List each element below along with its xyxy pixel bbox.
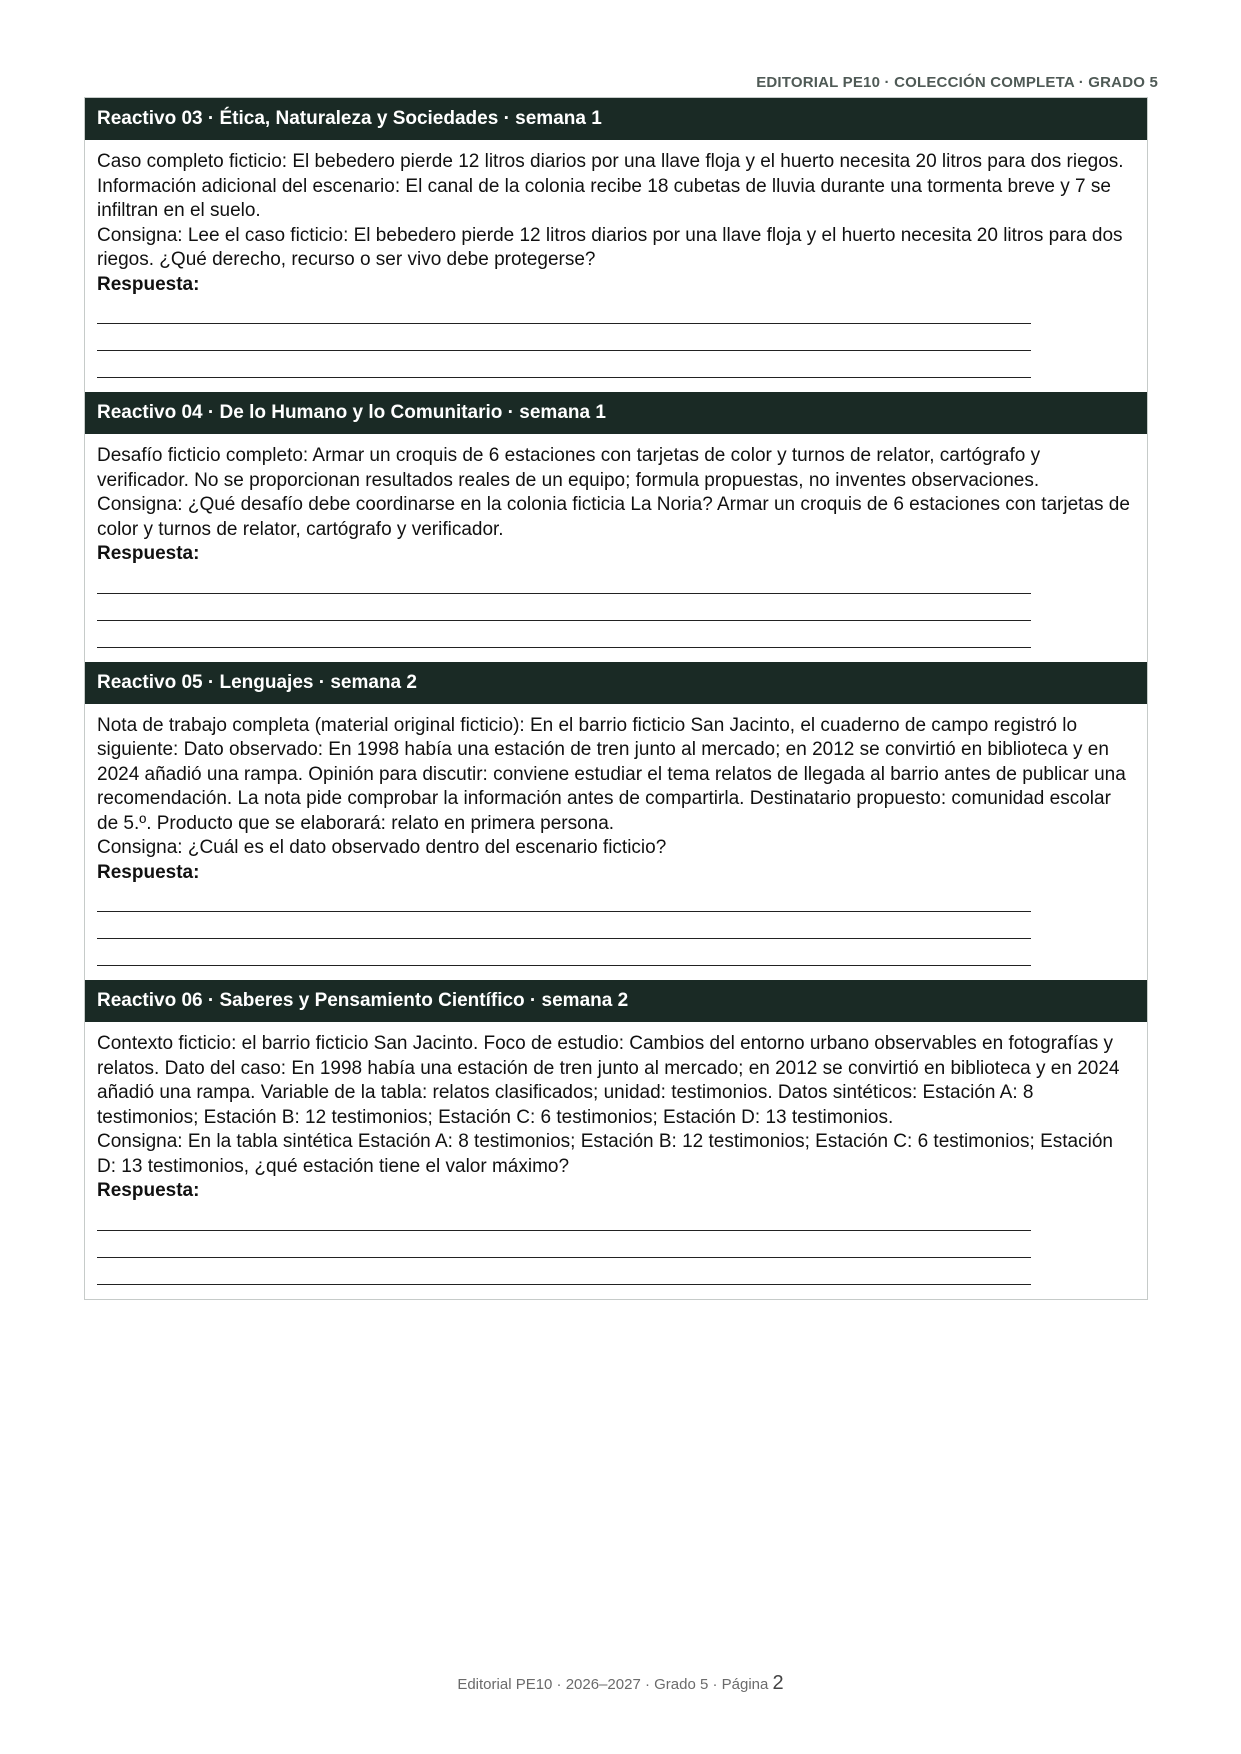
page-number: 2	[772, 1672, 784, 1694]
answer-line[interactable]	[97, 567, 1031, 594]
answer-label: Respuesta:	[97, 1180, 200, 1201]
answer-label: Respuesta:	[97, 861, 200, 883]
worksheet	[84, 97, 1148, 1300]
item-context: Nota de trabajo completa (material original ficticio): En el barrio ficticio San Jacinto, el cuaderno de campo registró lo siguiente: Dato observado: En 1998 había una estación de tren junto al mercado; en 2012 se convirtió en biblioteca y en 2024 añadió una rampa. Opinión para discutir: conviene estudiar el tema relatos de llegada al barrio antes de publicar una recomendación. La nota pide comprobar la información antes de compartirla. Destinatario propuesto: comunidad escolar de 5.º. Producto que se elaborará: relato en primera persona.	[97, 714, 1126, 834]
answer-line[interactable]	[97, 1231, 1031, 1258]
item-reactivo-05	[85, 662, 1147, 981]
item-title: Reactivo 06 · Saberes y Pensamiento Científico · semana 2	[85, 980, 1147, 1022]
answer-line[interactable]	[97, 939, 1031, 966]
item-reactivo-03	[85, 98, 1147, 392]
item-context: Desafío ficticio completo: Armar un croquis de 6 estaciones con tarjetas de color y turnos de relator, cartógrafo y verificador. No se proporcionan resultados reales de un equipo; formula propuestas, no inventes observaciones.	[97, 445, 1041, 491]
answer-line[interactable]	[97, 594, 1031, 621]
item-prompt: Consigna: ¿Qué desafío debe coordinarse en la colonia ficticia La Noria? Armar un croquis de 6 estaciones con tarjetas de color y turnos de relator, cartógrafo y verificador.	[97, 494, 1130, 540]
running-header: EDITORIAL PE10 · COLECCIÓN COMPLETA · GRADO 5	[756, 74, 1158, 91]
item-context: Contexto ficticio: el barrio ficticio San Jacinto. Foco de estudio: Cambios del entorno urbano observables en fotografías y relatos. Dato del caso: En 1998 había una estación de tren junto al mercado; en 2012 se convirtió en biblioteca y en 2024 añadió una rampa. Variable de la tabla: relatos clasificados; unidad: testimonios. Datos sintéticos: Estación A: 8 testimonios; Estación B: 12 testimonios; Estación C: 6 testimonios; Estación D: 13 testimonios.	[97, 1033, 1120, 1128]
item-reactivo-06	[85, 980, 1147, 1299]
item-title: Reactivo 05 · Lenguajes · semana 2	[85, 662, 1147, 704]
answer-line[interactable]	[97, 1204, 1031, 1231]
answer-line[interactable]	[97, 351, 1031, 378]
item-title: Reactivo 04 · De lo Humano y lo Comunitario · semana 1	[85, 392, 1147, 434]
answer-line[interactable]	[97, 324, 1031, 351]
item-prompt: Consigna: ¿Cuál es el dato observado dentro del escenario ficticio?	[97, 837, 667, 858]
answer-line[interactable]	[97, 1258, 1031, 1285]
page-footer	[0, 1672, 1241, 1695]
answer-line[interactable]	[97, 885, 1031, 912]
answer-line[interactable]	[97, 621, 1031, 648]
item-title: Reactivo 03 · Ética, Naturaleza y Sociedades · semana 1	[85, 98, 1147, 140]
footer-text: Editorial PE10 · 2026–2027 · Grado 5 · Página	[457, 1676, 769, 1693]
item-prompt: Consigna: Lee el caso ficticio: El bebedero pierde 12 litros diarios por una llave floja y el huerto necesita 20 litros para dos riegos. ¿Qué derecho, recurso o ser vivo debe protegerse?	[97, 224, 1123, 270]
answer-label: Respuesta:	[97, 273, 200, 295]
answer-label: Respuesta:	[97, 543, 200, 564]
item-prompt: Consigna: En la tabla sintética Estación A: 8 testimonios; Estación B: 12 testimonios; Estación C: 6 testimonios; Estación D: 13 testimonios, ¿qué estación tiene el valor máximo?	[97, 1131, 1113, 1177]
item-reactivo-04	[85, 392, 1147, 662]
answer-line[interactable]	[97, 297, 1031, 324]
item-context: Caso completo ficticio: El bebedero pierde 12 litros diarios por una llave floja y el huerto necesita 20 litros para dos riegos. Información adicional del escenario: El canal de la colonia recibe 18 cubetas de lluvia durante una tormenta breve y 7 se infiltran en el suelo.	[97, 151, 1124, 221]
answer-line[interactable]	[97, 912, 1031, 939]
